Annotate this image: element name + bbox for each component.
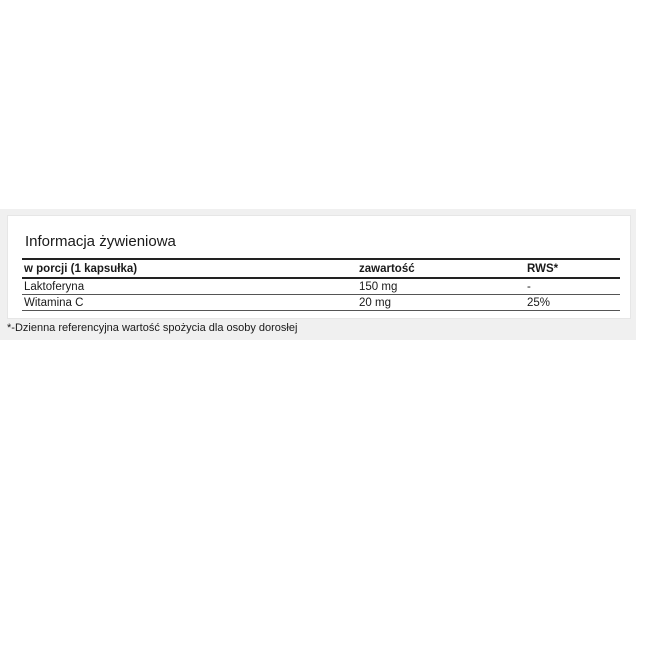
- nutrition-card: [7, 215, 631, 319]
- row-ingredient-name: Laktoferyna: [22, 278, 357, 295]
- header-serving: w porcji (1 kapsułka): [22, 259, 357, 278]
- row-ingredient-name: Witamina C: [22, 295, 357, 311]
- row-ingredient-rws: -: [525, 278, 620, 295]
- header-rws: RWS*: [525, 259, 620, 278]
- header-content: zawartość: [357, 259, 525, 278]
- row-ingredient-amount: 150 mg: [357, 278, 525, 295]
- table-row: [22, 295, 620, 311]
- nutrition-panel: [0, 209, 636, 340]
- row-ingredient-rws: 25%: [525, 295, 620, 311]
- rws-footnote: *-Dzienna referencyjna wartość spożycia dla osoby dorosłej: [7, 322, 298, 334]
- nutrition-table: [22, 258, 620, 311]
- row-ingredient-amount: 20 mg: [357, 295, 525, 311]
- nutrition-title: Informacja żywieniowa: [25, 233, 176, 250]
- table-row: [22, 278, 620, 295]
- table-header-row: [22, 259, 620, 278]
